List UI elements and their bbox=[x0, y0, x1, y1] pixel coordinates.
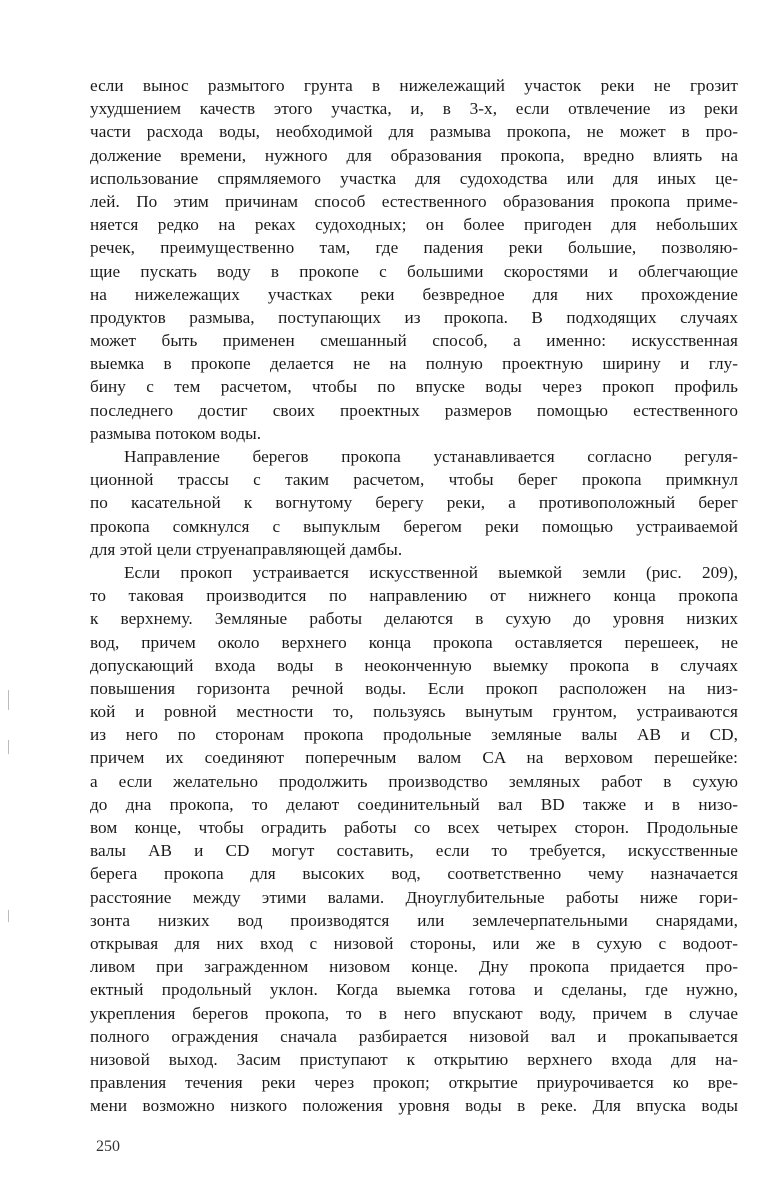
text-line: если вынос размытого грунта в нижележащий участок реки не грозит bbox=[90, 76, 738, 95]
text-line: кой и ровной местности то, пользуясь вынутым грунтом, устраиваются bbox=[90, 702, 738, 722]
scan-margin-mark bbox=[8, 910, 9, 922]
text-line: речек, преимущественно там, где падения реки большие, позволяю- bbox=[90, 238, 738, 258]
text-line: Если прокоп устраивается искусственной выемкой земли (рис. 209), bbox=[124, 562, 738, 582]
body-text bbox=[90, 74, 738, 1117]
text-line: берега прокопа для высоких вод, соответственно чему назначается bbox=[90, 864, 738, 884]
text-line: для этой цели струенаправляющей дамбы. bbox=[90, 539, 403, 559]
text-line: расстояние между этими валами. Дноуглубительные работы ниже гори- bbox=[90, 887, 738, 907]
text-line: мени возможно низкого положения уровня воды в реке. Для впуска воды bbox=[90, 1096, 738, 1116]
text-line: бину с тем расчетом, чтобы по впуске воды через прокоп профиль bbox=[90, 377, 738, 397]
text-line: зонта низких вод производятся или землечерпательными снарядами, bbox=[90, 910, 738, 930]
text-line: няется редко на реках судоходных; он более пригоден для небольших bbox=[90, 215, 738, 235]
text-line: вод, причем около верхнего конца прокопа оставляется перешеек, не bbox=[90, 632, 738, 652]
text-line: то таковая производится по направлению от нижнего конца прокопа bbox=[90, 586, 738, 606]
text-line: ухудшением качеств этого участка, и, в 3-х, если отвлечение из реки bbox=[90, 99, 738, 119]
text-line: причем их соединяют поперечным валом CA на верховом перешейке: bbox=[90, 748, 738, 768]
text-line: части расхода воды, необходимой для размыва прокопа, не может в про- bbox=[90, 122, 738, 142]
text-line: полного ограждения сначала разбирается низовой вал и прокапывается bbox=[90, 1026, 738, 1046]
text-line: укрепления берегов прокопа, то в него впускают воду, причем в случае bbox=[90, 1003, 738, 1023]
text-line: к верхнему. Земляные работы делаются в сухую до уровня низких bbox=[90, 609, 738, 629]
page-number: 250 bbox=[96, 1138, 120, 1155]
text-line: ливом при загражденном низовом конце. Дну прокопа придается про- bbox=[90, 957, 738, 977]
text-line: по касательной к вогнутому берегу реки, а противоположный берег bbox=[90, 493, 738, 513]
text-line: должение времени, нужного для образования прокопа, вредно влиять на bbox=[90, 145, 738, 165]
text-line: лей. По этим причинам способ естественного образования прокопа приме- bbox=[90, 191, 738, 211]
text-line: может быть применен смешанный способ, а именно: искусственная bbox=[90, 331, 738, 351]
text-line: ектный продольный уклон. Когда выемка готова и сделаны, где нужно, bbox=[90, 980, 738, 1000]
text-line: ционной трассы с таким расчетом, чтобы берег прокопа примкнул bbox=[90, 470, 738, 490]
text-line: последнего достиг своих проектных размеров помощью естественного bbox=[90, 400, 738, 420]
text-line: повышения горизонта речной воды. Если прокоп расположен на низ- bbox=[90, 678, 738, 698]
text-line: из него по сторонам прокопа продольные земляные валы AB и CD, bbox=[90, 725, 738, 745]
text-line: Направление берегов прокопа устанавливается согласно регуля- bbox=[124, 447, 738, 466]
scan-margin-mark bbox=[8, 690, 9, 710]
text-line: низовой выход. Засим приступают к открытию верхнего входа для на- bbox=[90, 1049, 738, 1069]
text-line: до дна прокопа, то делают соединительный вал BD также и в низо- bbox=[90, 794, 738, 814]
text-line: на нижележащих участках реки безвредное для них прохождение bbox=[90, 284, 738, 304]
text-line: щие пускать воду в прокопе с большими скоростями и облегчающие bbox=[90, 261, 738, 281]
text-line: вом конце, чтобы оградить работы со всех четырех сторон. Продольные bbox=[90, 818, 738, 837]
text-line: допускающий входа воды в неоконченную выемку прокопа в случаях bbox=[90, 655, 738, 675]
scan-margin-mark bbox=[8, 740, 9, 754]
text-line: выемка в прокопе делается не на полную проектную ширину и глу- bbox=[90, 354, 738, 374]
text-line: размыва потоком воды. bbox=[90, 423, 262, 443]
text-line: а если желательно продолжить производство земляных работ в сухую bbox=[90, 771, 738, 791]
text-line: использование спрямляемого участка для судоходства или для иных це- bbox=[90, 168, 738, 188]
text-line: открывая для них вход с низовой стороны, или же в сухую с водоот- bbox=[90, 933, 738, 953]
text-line: прокопа сомкнулся с выпуклым берегом реки помощью устраиваемой bbox=[90, 516, 738, 536]
text-line: правления течения реки через прокоп; открытие приурочивается ко вре- bbox=[90, 1073, 738, 1093]
text-line: продуктов размыва, поступающих из прокопа. В подходящих случаях bbox=[90, 307, 738, 327]
text-line: валы AB и CD могут составить, если то требуется, искусственные bbox=[90, 841, 738, 861]
